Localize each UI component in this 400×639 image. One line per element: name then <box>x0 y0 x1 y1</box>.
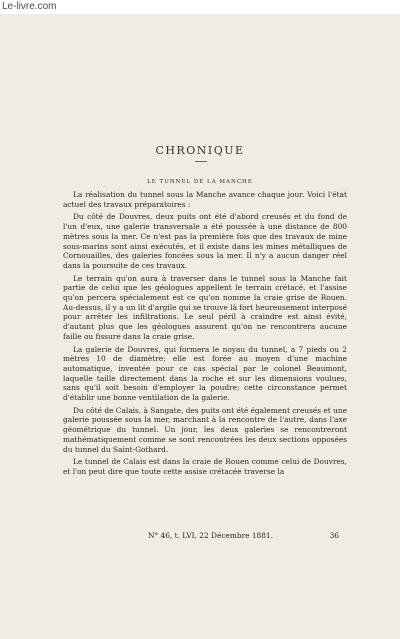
paragraph: Du côté de Douvres, deux puits ont été d'abord creusés et du fond de l'un d'eux, une galerie transversale a été poussée à une distance de 800 mètres sous la mer. Ce n'est pas la première fois que des travaux de mine sous-marins sont ainsi exécutés, et il existe dans les mines métalliques de Cornouailles, des galeries foncées sous la mer. Il n'y a aucun danger réel dans la poursuite de ces travaux. <box>63 212 347 270</box>
signature-mark: 36 <box>329 531 339 540</box>
paragraph: Le terrain qu'on aura à traverser dans le tunnel sous la Manche fait partie de celui que les géologues appellent le terrain crétacé, et l'assise qu'on percera spécialement est ce qu'on nomme la craie grise de Rouen. Au-dessus, il y a un lit d'argile qui se trouve là fort heureusement interposé pour arrêter les infiltrations. Le seul péril à craindre est ainsi évité, d'autant plus que les géologues assurent qu'on ne rencontrera aucune faille ou fissure dans la craie grise. <box>63 273 347 341</box>
paragraph: La galerie de Douvres, qui formera le noyau du tunnel, a 7 pieds ou 2 mètres 10 de diamètre; elle est forée au moyen d'une machine automatique, inventée pour ce cas spécial par le colonel Beaumont, laquelle taille directement dans la roche et sur les dimensions voulues, sans qu'il soit besoin d'employer la poudre; cette circonstance permet d'établir une bonne ventilation de la galerie. <box>63 344 347 403</box>
article-body <box>63 190 347 480</box>
chapter-title: CHRONIQUE <box>155 144 245 157</box>
paragraph: Le tunnel de Calais est dans la craie de Rouen comme celui de Douvres, et l'on peut dire que toute cette assise crétacée traverse la <box>63 457 347 476</box>
issue-line: N° 46, t. LVI, 22 Décembre 1881. <box>148 531 273 540</box>
site-brand[interactable]: Le-livre.com <box>2 1 57 12</box>
title-divider <box>195 161 207 162</box>
section-title: LE TUNNEL DE LA MANCHE <box>147 179 253 185</box>
paragraph: La réalisation du tunnel sous la Manche avance chaque jour. Voici l'état actuel des travaux préparatoires : <box>63 190 347 209</box>
paragraph: Du côté de Calais, à Sangate, des puits ont été également creusés et une galerie poussée sous la mer, marchant à la rencontre de l'autre, dans l'axe géométrique du tunnel. Un jour, les deux galeries se rencontreront mathématiquement comme se sont rencontrées les deux sections opposées du tunnel du Saint-Gothard. <box>63 405 347 454</box>
site-header-bar <box>0 0 400 14</box>
